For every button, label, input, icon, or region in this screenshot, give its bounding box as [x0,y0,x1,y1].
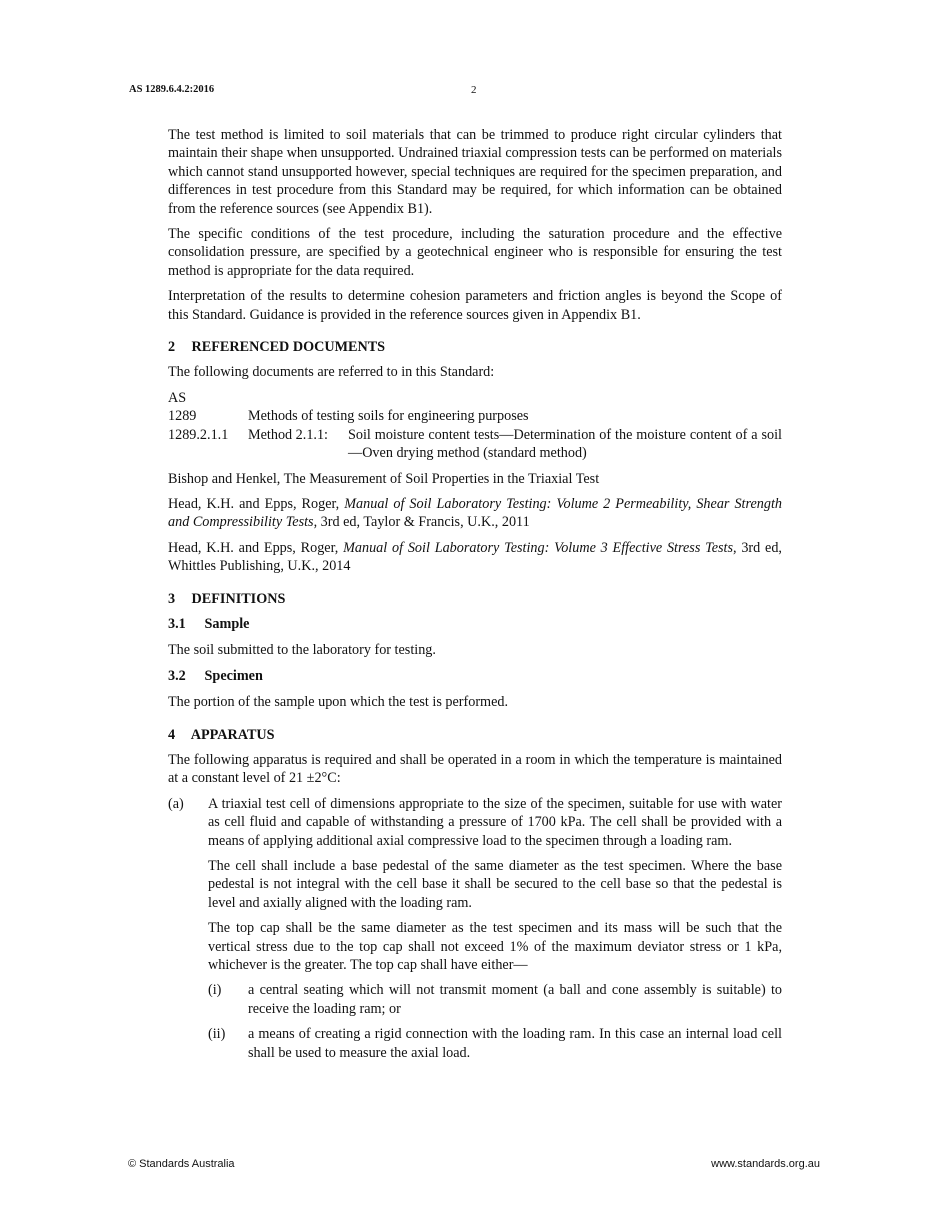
references-lead: The following documents are referred to in this Standard: [168,364,495,381]
section-3-title: DEFINITIONS [191,590,286,607]
section-2-title: REFERENCED DOCUMENTS [191,339,386,356]
footer-copyright: © Standards Australia [128,1158,235,1170]
reference-head-1-authors: Head, K.H. and Epps, Roger, [168,495,345,512]
reference-bishop: Bishop and Henkel, The Measurement of Soil Properties in the Triaxial Test [168,470,600,487]
method-description: Soil moisture content tests—Determination of the moisture content of a soil—Oven drying method (standard method) [348,426,782,462]
section-3-number: 3 [168,590,176,607]
definition-sample-number: 3.1 [168,615,186,632]
reference-row [168,407,782,425]
sub-item-i-text: a central seating which will not transmit moment (a ball and cone assembly is suitable) to receive the loading ram; or [248,982,782,1017]
reference-head-1-title: Manual of Soil Laboratory Testing: Volume 2 Permeability, Shear Strength and Compressibility Tests [168,495,783,531]
reference-code: 1289 [168,408,197,425]
reference-head-2-title: Manual of Soil Laboratory Testing: Volume 3 Effective Stress Tests [343,539,733,556]
apparatus-item-a [168,795,782,1062]
sub-item-ii [208,1025,782,1062]
item-a-paragraph-2: The cell shall include a base pedestal of the same diameter as the test specimen. Where the base pedestal is not integral with the cell base it shall be secured to the cell base so that the pedestal is level and axially aligned with the loading ram. [208,858,782,911]
page-number: 2 [471,84,477,96]
standard-code: AS 1289.6.4.2:2016 [129,84,215,95]
section-2-number: 2 [168,339,176,356]
definition-sample-title: Sample [204,615,250,632]
footer-website: www.standards.org.au [711,1158,820,1170]
intro-paragraph-3: Interpretation of the results to determine cohesion parameters and friction angles is beyond the Scope of this Standard. Guidance is provided in the reference sources given in Appendix B1. [168,288,782,323]
section-4-heading [168,726,782,744]
section-4-title: APPARATUS [190,726,275,743]
method-reference-row [168,426,782,463]
section-4-number: 4 [168,726,176,743]
document-body [168,126,782,1062]
reference-description: Methods of testing soils for engineering purposes [248,408,529,425]
apparatus-lead: The following apparatus is required and shall be operated in a room in which the temperature is maintained at a constant level of 21 ±2°C: [168,751,782,787]
definition-sample-text: The soil submitted to the laboratory for testing. [168,642,436,659]
definition-specimen-heading [168,667,782,685]
reference-head-2-authors: Head, K.H. and Epps, Roger, [168,539,344,556]
intro-paragraph-1: The test method is limited to soil materials that can be trimmed to produce right circular cylinders that maintain their shape when unsupported. Undrained triaxial compression tests can be performed on materials which cannot stand unsupported however, special techniques are required for the specimen preparation, and differences in test procedure from this Standard may be required, for which information can be obtained from the reference sources (see Appendix B1). [168,127,782,217]
sub-item-ii-label: (ii) [208,1026,226,1043]
reference-head-1-publisher: , 3rd ed, Taylor & Francis, U.K., 2011 [313,514,530,531]
item-a-paragraph-3: The top cap shall be the same diameter as the test specimen and its mass will be such that the vertical stress due to the top cap shall not exceed 1% of the maximum deviator stress or 1 kPa, whichever is the greater. The top cap shall have either— [208,920,782,974]
method-label: Method 2.1.1: [248,426,328,443]
section-3-heading [168,590,782,608]
sub-item-i [208,981,782,1018]
definition-specimen-text: The portion of the sample upon which the test is performed. [168,694,509,711]
definition-sample-heading [168,615,782,633]
item-a-paragraph-1: A triaxial test cell of dimensions appropriate to the size of the specimen, suitable for use with water as cell fluid and capable of withstanding a pressure of 1700 kPa. The cell shall be provided with a means of applying additional axial compressive load to the specimen through a loading ram. [208,795,782,849]
definition-specimen-number: 3.2 [168,667,186,684]
item-a-label: (a) [168,795,184,812]
item-a-content [208,795,782,1062]
intro-paragraph-2: The specific conditions of the test procedure, including the saturation procedure and the effective consolidation pressure, are specified by a geotechnical engineer who is responsible for ensuring the test method is appropriate for the data required. [168,226,782,279]
reference-head-2-publisher: , 3rd ed, Whittles Publishing, U.K., 2014 [168,539,782,575]
section-2-heading [168,338,782,356]
as-label: AS [168,389,187,406]
sub-item-ii-text: a means of creating a rigid connection with the loading ram. In this case an internal load cell shall be used to measure the axial load. [248,1026,782,1061]
sub-item-i-label: (i) [208,982,222,999]
method-reference-code: 1289.2.1.1 [168,426,229,443]
definition-specimen-title: Specimen [204,667,263,684]
method-reference-body [248,426,782,463]
reference-head-volume-3 [168,539,782,576]
reference-head-volume-2 [168,495,782,532]
